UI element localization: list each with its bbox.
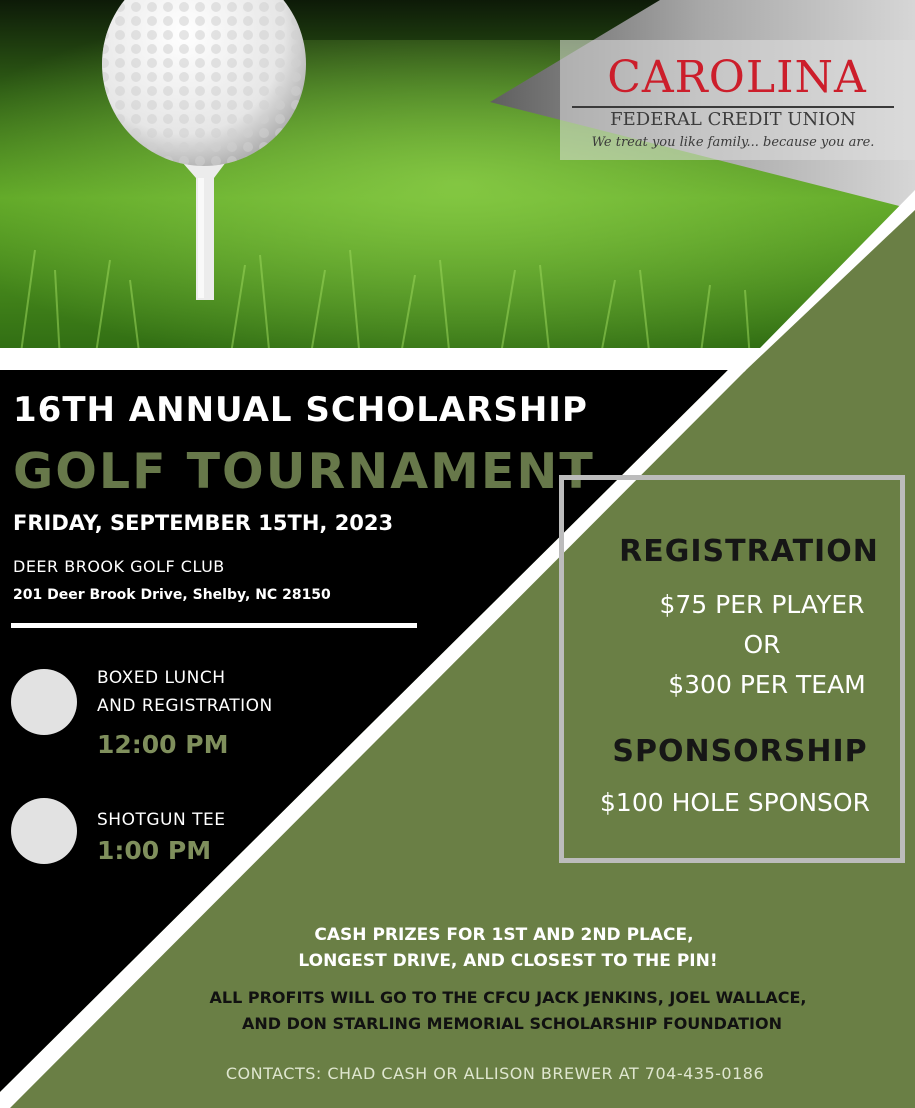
- schedule-item-lunch-line2: AND REGISTRATION: [97, 696, 273, 716]
- prizes-line1: CASH PRIZES FOR 1ST AND 2ND PLACE,: [314, 925, 694, 945]
- profits-line1: ALL PROFITS WILL GO TO THE CFCU JACK JENKINS, JOEL WALLACE,: [209, 988, 807, 1007]
- profits-line2: AND DON STARLING MEMORIAL SCHOLARSHIP FOUNDATION: [242, 1014, 782, 1033]
- event-title-line1: 16TH ANNUAL SCHOLARSHIP: [13, 390, 588, 430]
- schedule-item-lunch-line1: BOXED LUNCH: [97, 668, 226, 688]
- prizes-line2: LONGEST DRIVE, AND CLOSEST TO THE PIN!: [298, 951, 718, 971]
- event-venue: DEER BROOK GOLF CLUB: [13, 557, 225, 576]
- divider: [11, 623, 417, 628]
- brand-name: CAROLINA: [607, 52, 867, 103]
- brand-tagline: We treat you like family... because you are.: [591, 135, 875, 150]
- registration-heading: REGISTRATION: [619, 534, 879, 569]
- sponsorship-price: $100 HOLE SPONSOR: [600, 788, 870, 817]
- brand-subname: FEDERAL CREDIT UNION: [572, 106, 894, 132]
- event-title-line2: GOLF TOURNAMENT: [13, 443, 595, 500]
- schedule-bullet-icon: [11, 798, 77, 864]
- schedule-bullet-icon: [11, 669, 77, 735]
- event-date: FRIDAY, SEPTEMBER 15TH, 2023: [13, 511, 394, 535]
- schedule-item-tee-time: 1:00 PM: [97, 836, 212, 865]
- sponsorship-heading: SPONSORSHIP: [612, 734, 868, 769]
- registration-or: OR: [743, 630, 781, 659]
- schedule-item-tee-line1: SHOTGUN TEE: [97, 810, 226, 830]
- event-address: 201 Deer Brook Drive, Shelby, NC 28150: [13, 587, 331, 603]
- registration-price-player: $75 PER PLAYER: [659, 590, 865, 619]
- contacts: CONTACTS: CHAD CASH OR ALLISON BREWER AT 704-435-0186: [225, 1064, 765, 1083]
- registration-price-team: $300 PER TEAM: [668, 670, 866, 699]
- schedule-item-lunch-time: 12:00 PM: [97, 730, 229, 759]
